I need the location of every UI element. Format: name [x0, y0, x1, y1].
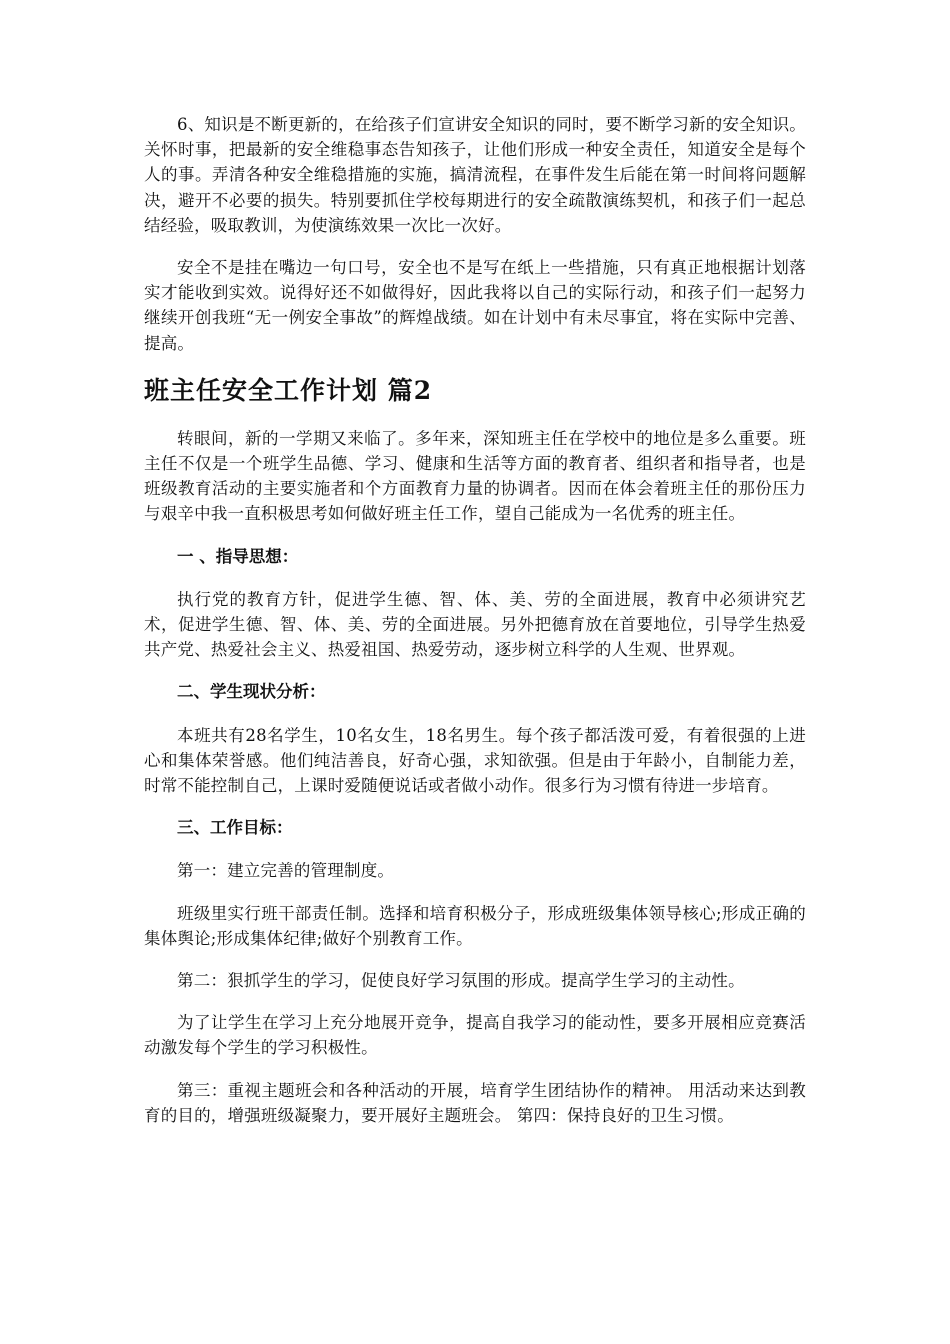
paragraph-student-analysis: 本班共有28名学生，10名女生，18名男生。每个孩子都活泼可爱，有着很强的上进心和集体荣誉感。他们纯洁善良，好奇心强，求知欲强。但是由于年龄小，自制能力差，时常不能控制自己，上课时爱随便说话或者做小动作。很多行为习惯有待进一步培育。 [144, 725, 806, 796]
paragraph-safety-slogan: 安全不是挂在嘴边一句口号，安全也不是写在纸上一些措施，只有真正地根据计划落实才能收到实效。说得好还不如做得好，因此我将以自己的实际行动，和孩子们一起努力继续开创我班“无一例安全事故”的辉煌战绩。如在计划中有未尽事宜，将在实际中完善、提高。 [144, 258, 806, 353]
paragraph-guiding-thought: 执行党的教育方针，促进学生德、智、体、美、劳的全面进展，教育中必须讲究艺术，促进学生德、智、体、美、劳的全面进展。另外把德育放在首要地位，引导学生热爱共产党、热爱社会主义、热爱祖国、热爱劳动，逐步树立科学的人生观、世界观。 [144, 589, 806, 660]
subheading-student-analysis: 二、学生现状分析： [177, 682, 326, 702]
paragraph-intro: 转眼间，新的一学期又来临了。多年来，深知班主任在学校中的地位是多么重要。班主任不仅是一个班学生品德、学习、健康和生活等方面的教育者、组织者和指导者，也是班级教育活动的主要实施者和个方面教育力量的协调者。因而在体会着班主任的那份压力与艰辛中我一直积极思考如何做好班主任工作，望自己能成为一名优秀的班主任。 [144, 428, 806, 524]
paragraph-knowledge-update: 6、知识是不断更新的，在给孩子们宣讲安全知识的同时，要不断学习新的安全知识。关怀时事，把最新的安全维稳事态告知孩子，让他们形成一种安全责任，知道安全是每个人的事。弄清各种安全维稳措施的实施，搞清流程，在事件发生后能在第一时间将问题解决，避开不必要的损失。特别要抓住学校每期进行的安全疏散演练契机，和孩子们一起总结经验，吸取教训，为使演练效果一次比一次好。 [144, 115, 806, 235]
subheading-work-goals: 三、工作目标： [177, 818, 293, 838]
paragraph-goal-two: 第二：狠抓学生的学习，促使良好学习氛围的形成。提高学生学习的主动性。 [177, 971, 745, 991]
paragraph-class-cadre: 班级里实行班干部责任制。选择和培育积极分子，形成班级集体领导核心;形成正确的集体舆论;形成集体纪律;做好个别教育工作。 [144, 903, 806, 948]
paragraph-competition: 为了让学生在学习上充分地展开竞争，提高自我学习的能动性，要多开展相应竞赛活动激发每个学生的学习积极性。 [144, 1013, 806, 1058]
subheading-guiding-thought: 一 、指导思想： [177, 546, 299, 566]
section-heading: 班主任安全工作计划 篇2 [144, 375, 433, 405]
document-body [144, 112, 806, 1145]
paragraph-goal-three-four: 第三：重视主题班会和各种活动的开展，培育学生团结协作的精神。 用活动来达到教育的目的，增强班级凝聚力，要开展好主题班会。 第四：保持良好的卫生习惯。 [144, 1080, 806, 1125]
paragraph-goal-one: 第一：建立完善的管理制度。 [177, 861, 395, 881]
